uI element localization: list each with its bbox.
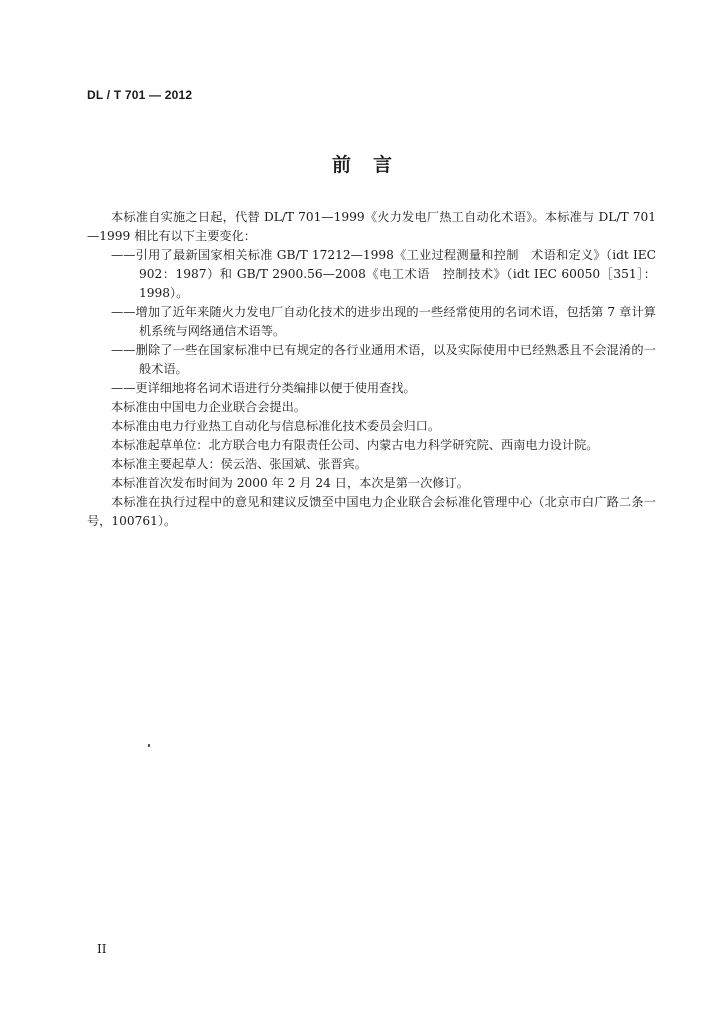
foreword-body — [87, 208, 656, 531]
change-item: ——删除了一些在国家标准中已有规定的各行业通用术语，以及实际使用中已经熟悉且不会混淆的一般术语。 — [111, 343, 656, 376]
change-item: ——增加了近年来随火力发电厂自动化技术的进步出现的一些经常使用的名词术语，包括第 7 章计算机系统与网络通信术语等。 — [111, 305, 656, 338]
publication-history-paragraph: 本标准首次发布时间为 2000 年 2 月 24 日，本次是第一次修订。 — [111, 476, 469, 490]
change-item: ——引用了最新国家相关标准 GB/T 17212—1998《工业过程测量和控制 术语和定义》（idt IEC 902：1987）和 GB/T 2900.56—2008《电工术语 控制技术》（idt IEC 60050［351］：1998）。 — [111, 248, 656, 300]
proposer-paragraph: 本标准由中国电力企业联合会提出。 — [111, 400, 306, 414]
scan-speck — [148, 744, 150, 747]
drafters-paragraph: 本标准主要起草人：侯云浩、张国斌、张晋宾。 — [111, 457, 367, 471]
drafting-units-paragraph: 本标准起草单位：北方联合电力有限责任公司、内蒙古电力科学研究院、西南电力设计院。 — [111, 438, 599, 452]
feedback-paragraph: 本标准在执行过程中的意见和建议反馈至中国电力企业联合会标准化管理中心（北京市白广路二条一号，100761）。 — [87, 495, 656, 528]
change-item: ——更详细地将名词术语进行分类编排以便于使用查找。 — [111, 381, 416, 395]
page-number: II — [97, 942, 107, 956]
responsible-committee-paragraph: 本标准由电力行业热工自动化与信息标准化技术委员会归口。 — [111, 419, 441, 433]
page-title: 前言 — [331, 154, 414, 176]
standard-code-text: DL / T 701 — 2012 — [87, 88, 193, 102]
standard-code — [87, 88, 192, 102]
intro-paragraph: 本标准自实施之日起，代替 DL/T 701—1999《火力发电厂热工自动化术语》。本标准与 DL/T 701—1999 相比有以下主要变化： — [87, 210, 656, 243]
